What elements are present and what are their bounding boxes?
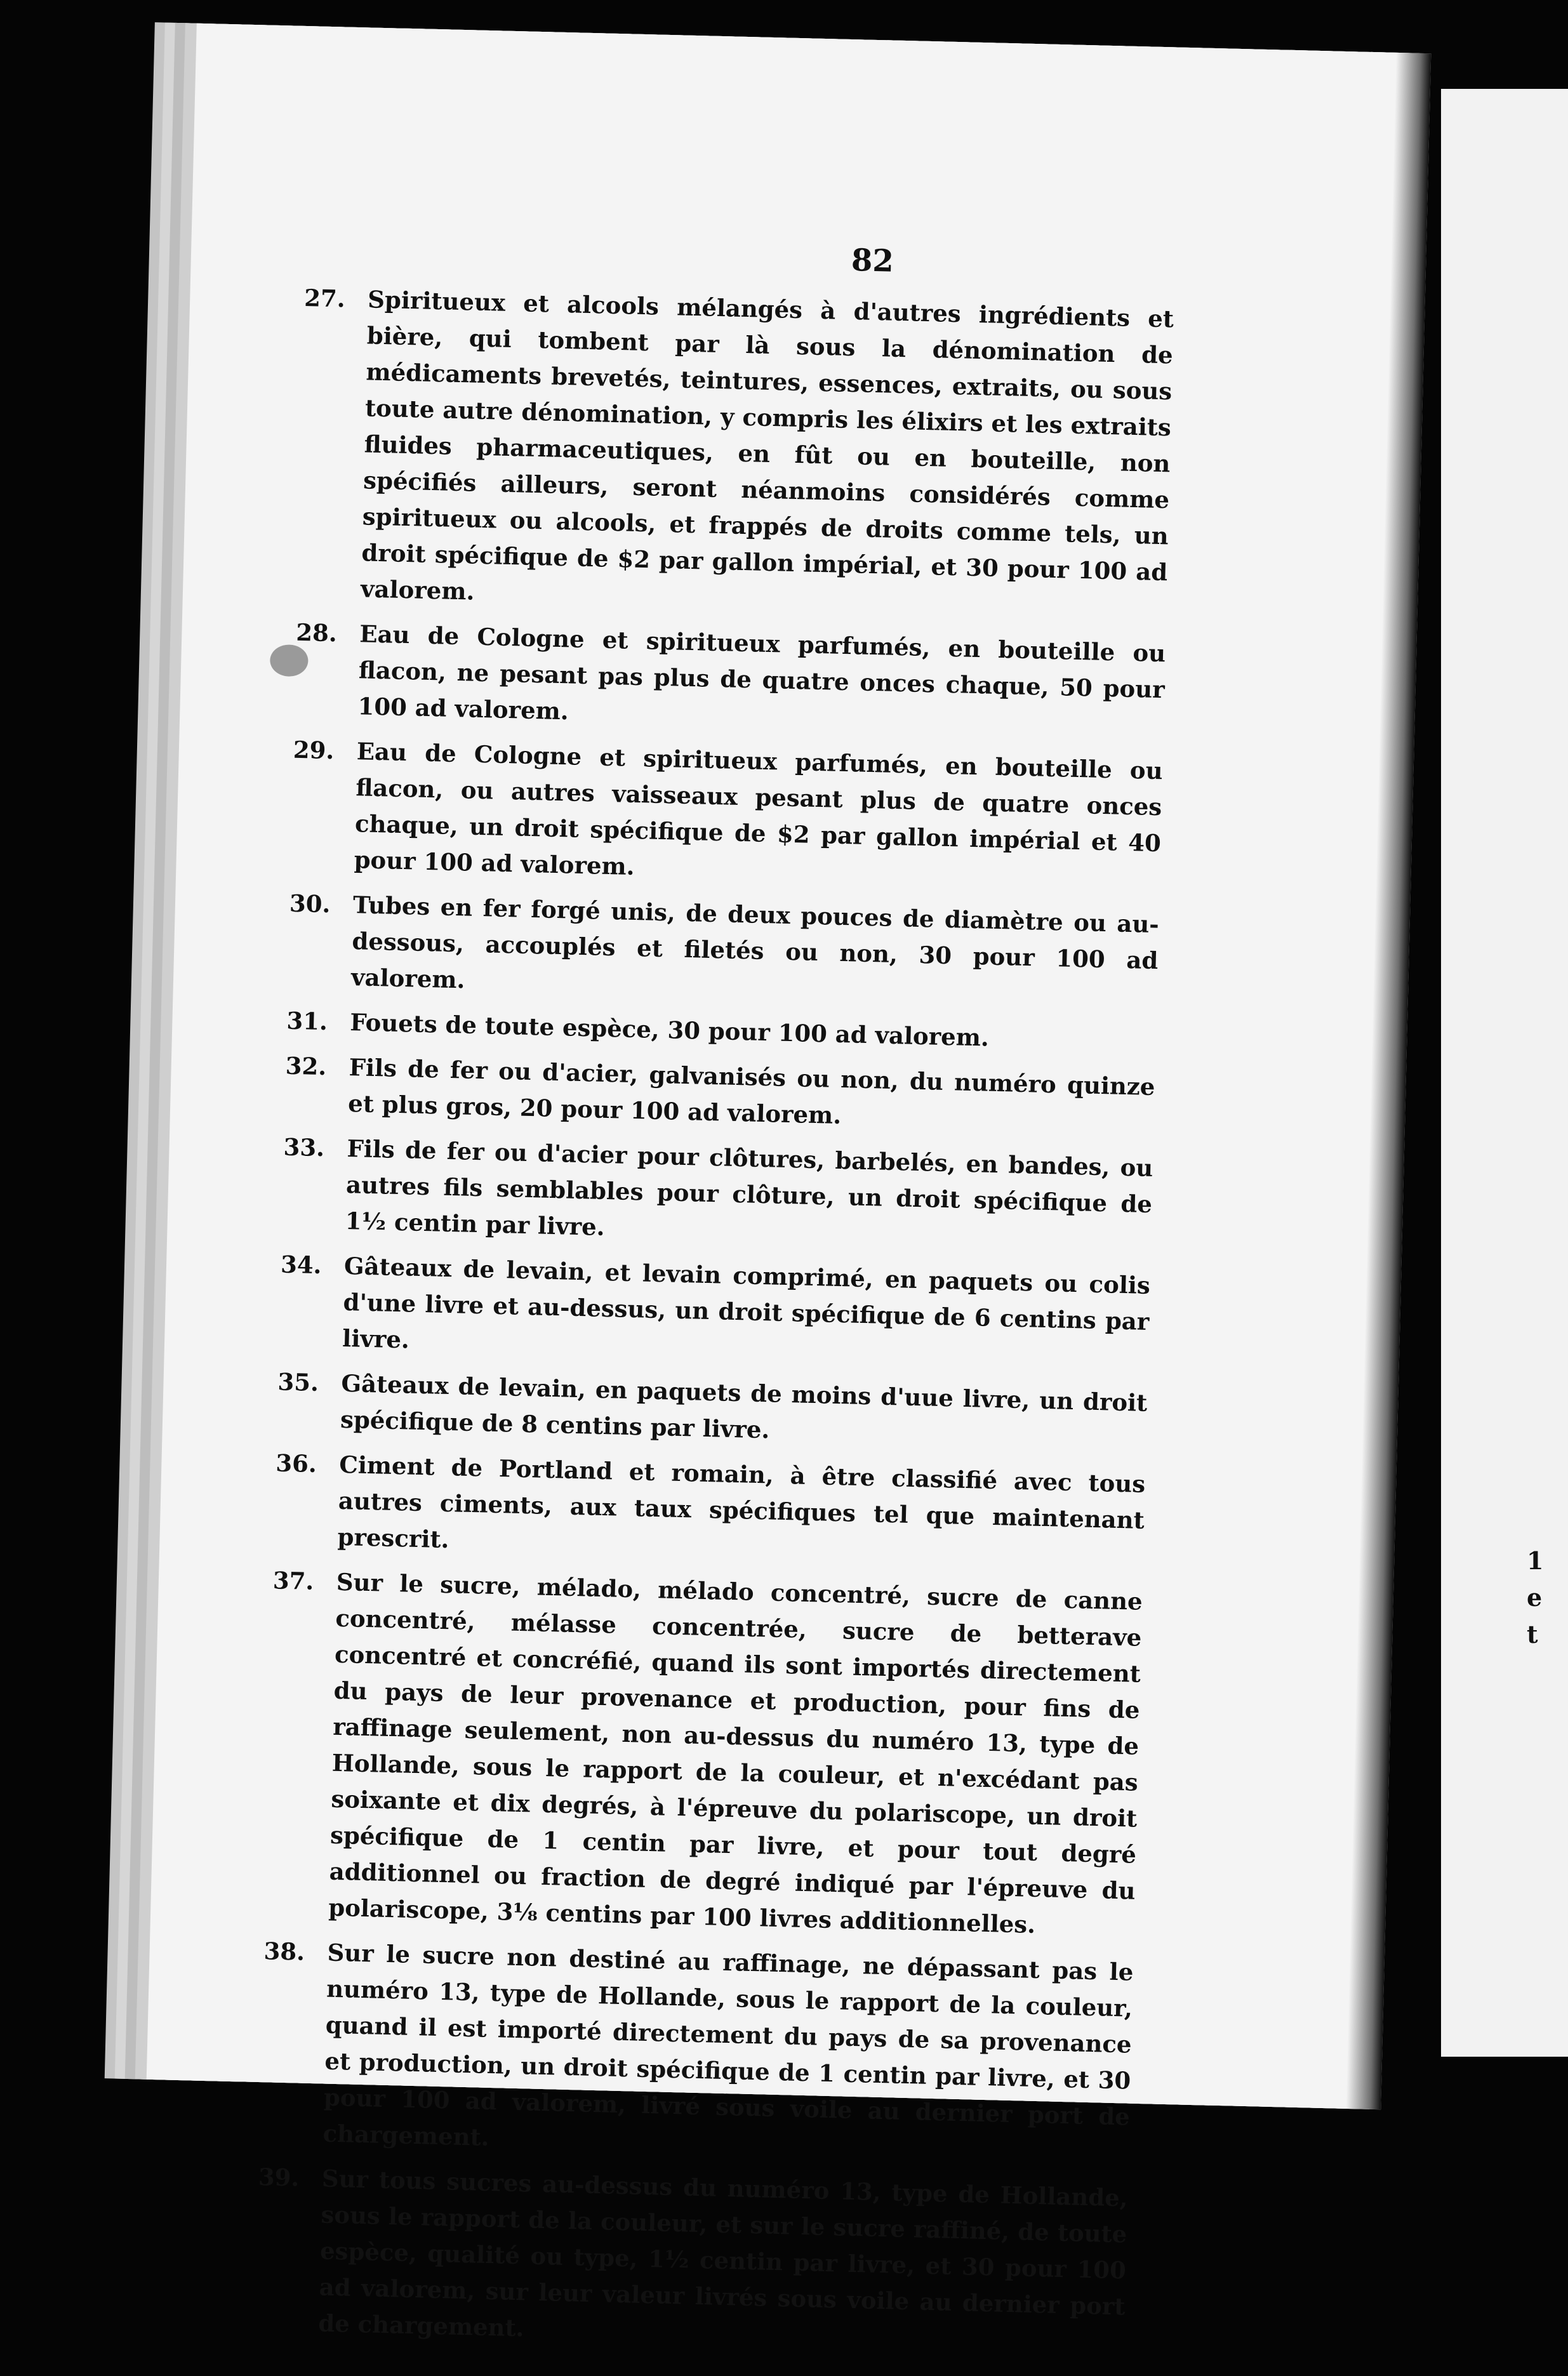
tariff-entry-38 [259, 1933, 1134, 2171]
entry-number: 34. [280, 1250, 322, 1280]
entry-number: 36. [275, 1449, 317, 1478]
tariff-entry-35 [277, 1364, 1148, 1457]
tariff-entry-34 [279, 1247, 1151, 1376]
facing-page [1441, 89, 1568, 2057]
entry-number: 28. [295, 618, 338, 647]
entry-text: Fils de fer ou d'acier, galvanisés ou non, du numéro quinze et plus gros, 20 pour 100 ad valorem. [347, 1053, 1155, 1130]
spine-shadow [1346, 53, 1431, 2109]
entry-text: Fils de fer ou d'acier pour clôtures, barbelés, en bandes, ou autres fils semblables pour clôture, un droit spécifique de 1½ centin par livre. [345, 1134, 1153, 1241]
entry-text: Spiritueux et alcools mélangés à d'autres ingrédients et bière, qui tombent par là sous la dénomination de médicaments brevetés, teintures, essences, extraits, ou sous toute autre dénomination, y compris les élixirs et les extraits fluides pharmaceutiques, en fût ou en bouteille, non spécifiés ailleurs, seront néanmoins considérés comme spiritueux ou alcools, et frappés de droits comme tels, un droit spécifique de $2 par gallon impérial, et 30 pour 100 ad valorem. [360, 285, 1174, 606]
tariff-entry-32 [284, 1048, 1155, 1141]
entry-number: 29. [293, 735, 335, 765]
facing-line: e [1527, 1583, 1543, 1612]
entry-number: 33. [283, 1132, 325, 1162]
facing-line: 1 [1527, 1546, 1544, 1575]
entry-text: Sur le sucre, mélado, mélado concentré, sucre de canne concentré, mélasse concentrée, sucre de betterave concentré et concréfié, quand ils sont importés directement du pays de leur provenance et production, pour fins de raffinage seulement, non au-dessus du numéro 13, type de Hollande, sous le rapport de la couleur, et n'excédant pas soixante et dix degrés, à l'épreuve du polariscope, un droit spécifique de 1 centin par livre, et pour tout degré additionnel ou fraction de degré indiqué par l'épreuve du polariscope, 3⅛ centins par 100 livres additionnelles. [328, 1567, 1143, 1939]
facing-line: t [1527, 1620, 1538, 1649]
entry-text: Gâteaux de levain, et levain comprimé, en paquets ou colis d'une livre et au-dessus, un droit spécifique de 6 centins par livre. [342, 1251, 1151, 1354]
entry-text: Sur tous sucres au-dessus du numéro 13, type de Hollande, sous le rapport de la couleur, et sur le sucre raffiné, de toute espèce, qualité ou type, 1½ centin par livre, et 30 pour 100 ad valorem, sur leur valeur livrés sous voile au dernier port de chargement. [317, 2164, 1129, 2342]
entry-number: 38. [263, 1937, 305, 1966]
book-page [147, 23, 1432, 2342]
entry-text: Fouets de toute espèce, 30 pour 100 ad valorem. [349, 1008, 990, 1052]
tariff-entry-37 [265, 1562, 1143, 1945]
tariff-entry-27 [297, 280, 1174, 627]
entry-number: 32. [285, 1051, 327, 1081]
entry-text: Eau de Cologne et spiritueux parfumés, en bouteille ou flacon, ou autres vaisseaux pesant plus de quatre onces chaque, un droit spécifique de $2 par gallon impérial et 40 pour 100 ad valorem. [354, 737, 1164, 880]
entry-text: Sur le sucre non destiné au raffinage, ne dépassant pas le numéro 13, type de Hollande, sous le rapport de la couleur, quand il est importé directement du pays de sa provenance et production, un droit spécifique de 1 centin par livre, et 30 pour 100 ad valorem, livré sous voile au dernier port de chargement. [322, 1938, 1134, 2151]
facing-page-fragment [1527, 1543, 1543, 1653]
tariff-entry-29 [290, 732, 1163, 898]
tariff-entry-33 [281, 1129, 1153, 1259]
entry-number: 31. [286, 1006, 328, 1036]
entry-text: Gâteaux de levain, en paquets de moins d'uue livre, un droit spécifique de 8 centins par livre. [340, 1369, 1148, 1444]
page-number: 82 [851, 242, 894, 279]
tariff-entry-36 [274, 1445, 1146, 1574]
entry-text: Eau de Cologne et spiritueux parfumés, en bouteille ou flacon, ne pesant pas plus de quatre onces chaque, 50 pour 100 ad valorem. [357, 620, 1166, 726]
entry-text: Tubes en fer forgé unis, de deux pouces de diamètre ou au-dessous, accouplés et filetés ou non, 30 pour 100 ad valorem. [350, 891, 1160, 994]
tariff-list [254, 280, 1174, 2370]
tariff-entry-28 [294, 614, 1166, 744]
entry-number: 27. [303, 283, 346, 313]
entry-number: 30. [289, 889, 331, 919]
entry-number: 35. [277, 1367, 319, 1397]
entry-text: Ciment de Portland et romain, à être classifié avec tous autres ciments, aux taux spécifiques tel que maintenant prescrit. [337, 1450, 1146, 1554]
tariff-entry-39 [255, 2159, 1129, 2361]
entry-number: 37. [272, 1566, 314, 1595]
entry-number: 39. [258, 2163, 300, 2192]
tariff-entry-30 [288, 886, 1160, 1015]
